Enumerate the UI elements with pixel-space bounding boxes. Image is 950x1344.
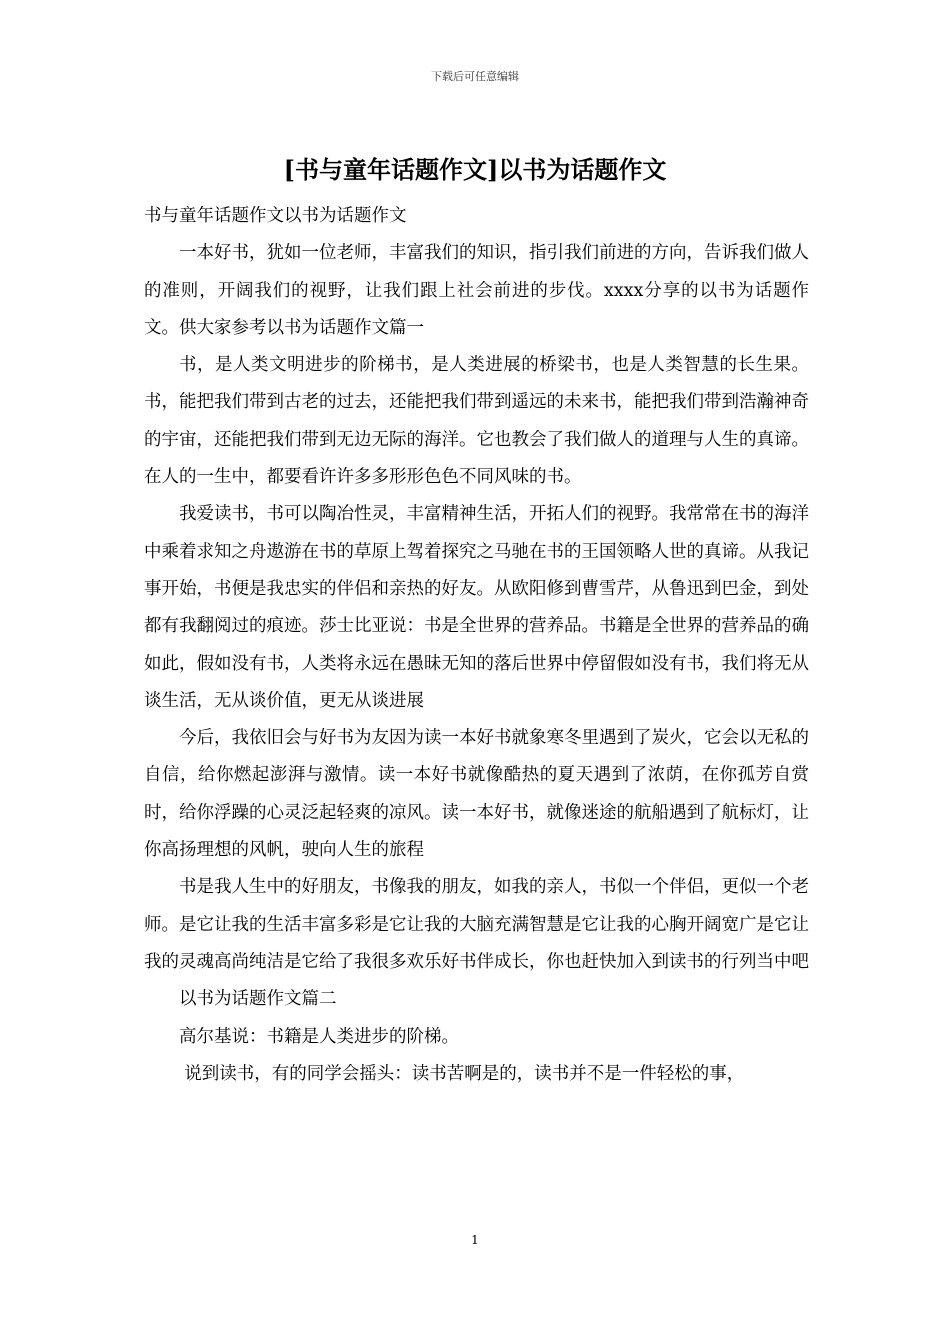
paragraph: 今后，我依旧会与好书为友因为读一本好书就象寒冬里遇到了炭火，它会以无私的自信，给你燃起澎湃与激情。读一本好书就像酷热的夏天遇到了浓荫，在你孤芳自赏时，给你浮躁的心灵泛起轻爽的凉风。读一本好书，就像迷途的航船遇到了航标灯，让你高扬理想的风帆，驶向人生的旅程 [144,728,809,861]
paragraph: 书是我人生中的好朋友，书像我的朋友，如我的亲人，书似一个伴侣，更似一个老师。是它让我的生活丰富多彩是它让我的大脑充满智慧是它让我的心胸开阔宽广是它让我的灵魂高尚纯洁是它给了我很多欢乐好书伴成长，你也赶快加入到读书的行列当中吧 [144,877,809,972]
paragraph: 书，是人类文明进步的阶梯书，是人类进展的桥梁书，也是人类智慧的长生果。书，能把我们带到古老的过去，还能把我们带到遥远的未来书，能把我们带到浩瀚神奇的宇宙，还能把我们带到无边无际的海洋。它也教会了我们做人的道理与人生的真谛。在人的一生中，都要看许许多多形形色色不同风味的书。 [144,355,809,488]
document-title: [书与童年话题作文]以书为话题作文 [283,155,667,184]
paragraph: 说到读书，有的同学会摇头：读书苦啊是的，读书并不是一件轻松的事， [184,1063,745,1084]
paragraph: 高尔基说：书籍是人类进步的阶梯。 [179,1026,459,1047]
page-number: 1 [471,1233,479,1247]
header-note: 下载后可任意编辑 [431,70,519,83]
document-body [144,198,809,1093]
document-subtitle: 书与童年话题作文以书为话题作文 [144,206,407,226]
paragraph: 我爱读书，书可以陶冶性灵，丰富精神生活，开拓人们的视野。我常常在书的海洋中乘着求知之舟遨游在书的草原上驾着探究之马驰在书的王国领略人世的真谛。从我记事开始，书便是我忠实的伴侣和亲热的好友。从欧阳修到曹雪芹，从鲁迅到巴金，到处都有我翻阅过的痕迹。莎士比亚说：书是全世界的营养品。书籍是全世界的营养品的确如此，假如没有书，人类将永远在愚昧无知的落后世界中停留假如没有书，我们将无从谈生活，无从谈价值，更无从谈进展 [144,504,809,711]
section-heading: 以书为话题作文篇二 [179,989,337,1010]
paragraph: 一本好书，犹如一位老师，丰富我们的知识，指引我们前进的方向，告诉我们做人的准则，开阔我们的视野，让我们跟上社会前进的步伐。xxxx分享的以书为话题作文。供大家参考以书为话题作文篇一 [144,243,809,338]
